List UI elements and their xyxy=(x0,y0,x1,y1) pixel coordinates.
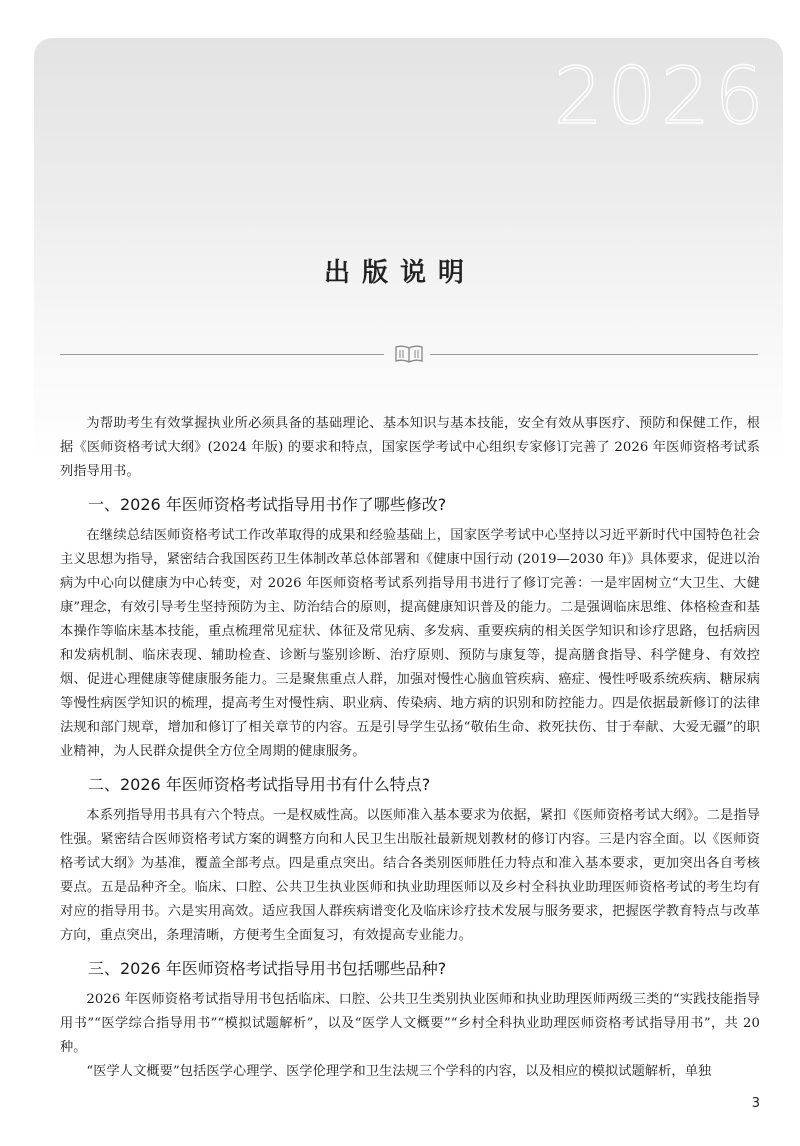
title-divider-right xyxy=(430,354,758,355)
section-heading: 一、2026 年医师资格考试指导用书作了哪些修改? xyxy=(88,495,447,514)
open-book-icon xyxy=(394,344,424,364)
section-heading: 二、2026 年医师资格考试指导用书有什么特点? xyxy=(88,775,431,794)
year-watermark: 2026 xyxy=(553,52,768,142)
section-paragraph: “医学人文概要”包括医学心理学、医学伦理学和卫生法规三个学科的内容，以及相应的模拟试题解析，单独 xyxy=(86,1064,712,1079)
page-number: 3 xyxy=(751,1096,760,1111)
section-paragraph: 本系列指导用书具有六个特点。一是权威性高。以医师准入基本要求为依据，紧扣《医师资格考试大纲》。二是指导性强。紧密结合医师资格考试方案的调整方向和人民卫生出版社最新规划教材的修订内容。三是内容全面。以《医师资格考试大纲》为基准，覆盖全部考点。四是重点突出。结合各类别医师胜任力特点和准入基本要求，更加突出各自考核要点。五是品种齐全。临床、口腔、公共卫生执业医师和执业助理医师以及乡村全科执业助理医师资格考试的考生均有对应的指导用书。六是实用高效。适应我国人群疾病谱变化及临床诊疗技术发展与服务要求，把握医学教育特点与改革方向，重点突出，条理清晰，方便考生全面复习，有效提高专业能力。 xyxy=(60,808,760,943)
section-paragraph: 2026 年医师资格考试指导用书包括临床、口腔、公共卫生类别执业医师和执业助理医师两级三类的“实践技能指导用书”“医学综合指导用书”“模拟试题解析”，以及“医学人文概要”“乡村全科执业助理医师资格考试指导用书”，共 20 种。 xyxy=(60,992,760,1055)
title-divider-left xyxy=(60,354,384,355)
body-content xyxy=(60,412,760,1084)
section-paragraph: 在继续总结医师资格考试工作改革取得的成果和经验基础上，国家医学考试中心坚持以习近平新时代中国特色社会主义思想为指导，紧密结合我国医药卫生体制改革总体部署和《健康中国行动 (2019—2030 年)》具体要求，促进以治病为中心向以健康为中心转变，对 2026 年医师资格考试系列指导用书进行了修订完善：一是牢固树立“大卫生、大健康”理念，有效引导考生坚持预防为主、防治结合的原则，提高健康知识普及的能力。二是强调临床思维、体格检查和基本操作等临床基本技能，重点梳理常见症状、体征及常见病、多发病、重要疾病的相关医学知识和诊疗思路，包括病因和发病机制、临床表现、辅助检查、诊断与鉴别诊断、治疗原则、预防与康复等，提高膳食指导、科学健身、有效控烟、促进心理健康等健康服务能力。三是聚焦重点人群，加强对慢性心脑血管疾病、癌症、慢性呼吸系统疾病、糖尿病等慢性病医学知识的梳理，提高考生对慢性病、职业病、传染病、地方病的识别和防控能力。四是依据最新修订的法律法规和部门规章，增加和修订了相关章节的内容。五是引导学生弘扬“敬佑生命、救死扶伤、甘于奉献、大爱无疆”的职业精神，为人民群众提供全方位全周期的健康服务。 xyxy=(60,528,760,759)
page-title: 出版说明 xyxy=(323,258,476,288)
intro-paragraph: 为帮助考生有效掌握执业所必须具备的基础理论、基本知识与基本技能，安全有效从事医疗、预防和保健工作，根据《医师资格考试大纲》(2024 年版) 的要求和特点，国家医学考试中心组织专家修订完善了 2026 年医师资格考试系列指导用书。 xyxy=(60,416,760,479)
section-heading: 三、2026 年医师资格考试指导用书包括哪些品种? xyxy=(88,959,447,978)
